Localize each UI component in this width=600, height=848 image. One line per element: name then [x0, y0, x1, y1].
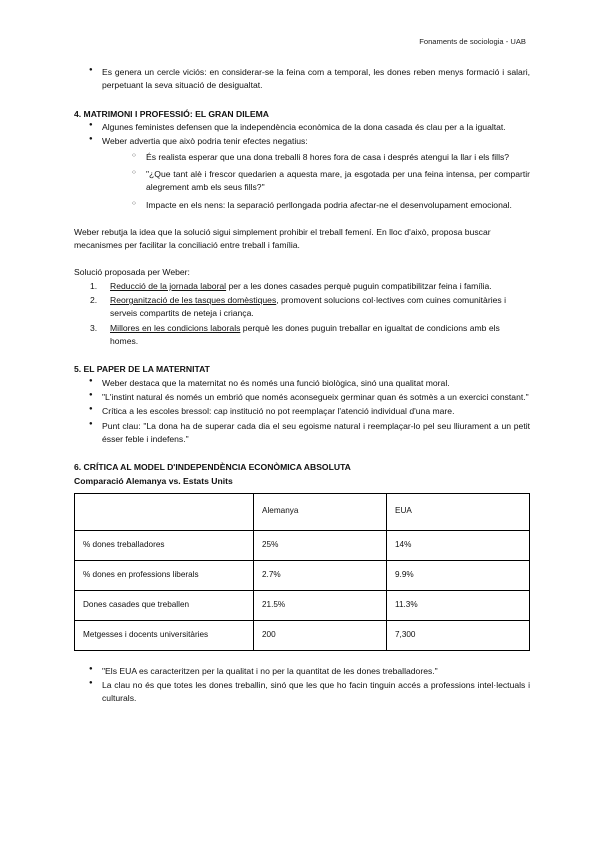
item-text: per a les dones casades perquè puguin compatibilitzar feina i família. [226, 280, 492, 291]
table-cell: Dones casades que treballen [75, 590, 254, 620]
section-4-sublist [74, 151, 530, 212]
item-lead: Reducció de la jornada laboral [110, 280, 227, 291]
table-header-cell: EUA [387, 493, 530, 530]
list-item: ● Punt clau: "La dona ha de superar cada dia el seu egoisme natural i reemplaçar-lo pel seu lliurament a un petit ésser feble i indefens." [74, 420, 530, 447]
item-text: perquè les dones puguin treballar en igualtat de condicions amb els homes. [110, 322, 500, 346]
list-item: ● Crítica a les escoles bressol: cap institució no pot reemplaçar l'atenció individual d'una mare. [74, 405, 530, 418]
item-lead: Millores en les condicions laborals [110, 322, 241, 333]
table-cell: 7,300 [387, 620, 530, 650]
table-cell: 11.3% [387, 590, 530, 620]
numbered-item [74, 322, 530, 349]
table-cell: 2.7% [254, 560, 387, 590]
table-header-row [75, 493, 530, 530]
table-caption: Comparació Alemanya vs. Estats Units [74, 475, 233, 486]
table-row [75, 560, 530, 590]
section-6-list [74, 665, 530, 706]
table-cell: % dones treballadores [75, 530, 254, 560]
list-item: ● Weber destaca que la maternitat no és només una funció biològica, sinó una qualitat moral. [74, 377, 530, 390]
list-item: ● La clau no és que totes les dones treballin, sinó que les que ho facin tinguin accés a professions intel·lectuals i culturals. [74, 679, 530, 706]
table-row [75, 590, 530, 620]
sub-list-item: ○ És realista esperar que una dona treballi 8 hores fora de casa i després atengui la llar i els fills? [74, 151, 530, 164]
list-item: ● Algunes feministes defensen que la independència econòmica de la dona casada és clau per a la igualtat. [74, 121, 530, 134]
table-header-cell [75, 493, 254, 530]
item-number: 1. [90, 280, 98, 291]
list-item: ● Weber advertia que això podria tenir efectes negatius: [74, 135, 530, 148]
table-cell: 21.5% [254, 590, 387, 620]
list-item: ● "L'instint natural és només un embrió que només aconsegueix germinar quan és sotmès a un exercici constant." [74, 391, 530, 404]
table-cell: Metgesses i docents universitàries [75, 620, 254, 650]
solution-heading: Solució proposada per Weber: [74, 267, 190, 278]
item-lead: Reorganització de les tasques domèstiques [110, 295, 277, 306]
list-item: ● Es genera un cercle viciós: en considerar-se la feina com a temporal, les dones reben menys formació i salari, perpetuant la seva situació de desigualtat. [74, 66, 530, 93]
item-number: 3. [90, 322, 98, 333]
section-5-list [74, 377, 530, 447]
intro-list [74, 66, 530, 93]
table-cell: % dones en professions liberals [75, 560, 254, 590]
section-4-list [74, 121, 530, 149]
table-cell: 14% [387, 530, 530, 560]
list-item: ● "Els EUA es caracteritzen per la qualitat i no per la quantitat de les dones treballadores." [74, 665, 530, 678]
item-number: 2. [90, 295, 98, 306]
numbered-item [74, 294, 530, 321]
table-row [75, 620, 530, 650]
sub-list-item: ○ "¿Que tant alè i frescor quedarien a aquesta mare, ja esgotada per una feina intensa, per compartir alegrement amb els seus fills?" [74, 168, 530, 195]
table-cell: 25% [254, 530, 387, 560]
section-6-heading: 6. CRÍTICA AL MODEL D'INDEPENDÈNCIA ECONÒMICA ABSOLUTA [74, 462, 351, 473]
comparison-table [74, 493, 530, 651]
table-row [75, 530, 530, 560]
item-text: , promovent solucions col·lectives com cuines comunitàries i serveis compartits de neteja i criança. [110, 295, 506, 319]
numbered-item [74, 280, 530, 293]
section-4-heading: 4. MATRIMONI I PROFESSIÓ: EL GRAN DILEMA [74, 108, 269, 119]
document-body [74, 66, 530, 707]
page-header: Fonaments de sociologia - UAB [419, 37, 526, 46]
sub-list-item: ○ Impacte en els nens: la separació perllongada podria afectar-ne el desenvolupament emocional. [74, 199, 530, 212]
table-cell: 9.9% [387, 560, 530, 590]
weber-paragraph: Weber rebutja la idea que la solució sigui simplement prohibir el treball femení. En lloc d'això, proposa buscar mecanismes per facilitar la conciliació entre treball i família. [74, 226, 491, 251]
solution-list [74, 280, 530, 349]
section-5-heading: 5. EL PAPER DE LA MATERNITAT [74, 364, 210, 375]
table-header-cell: Alemanya [254, 493, 387, 530]
table-cell: 200 [254, 620, 387, 650]
